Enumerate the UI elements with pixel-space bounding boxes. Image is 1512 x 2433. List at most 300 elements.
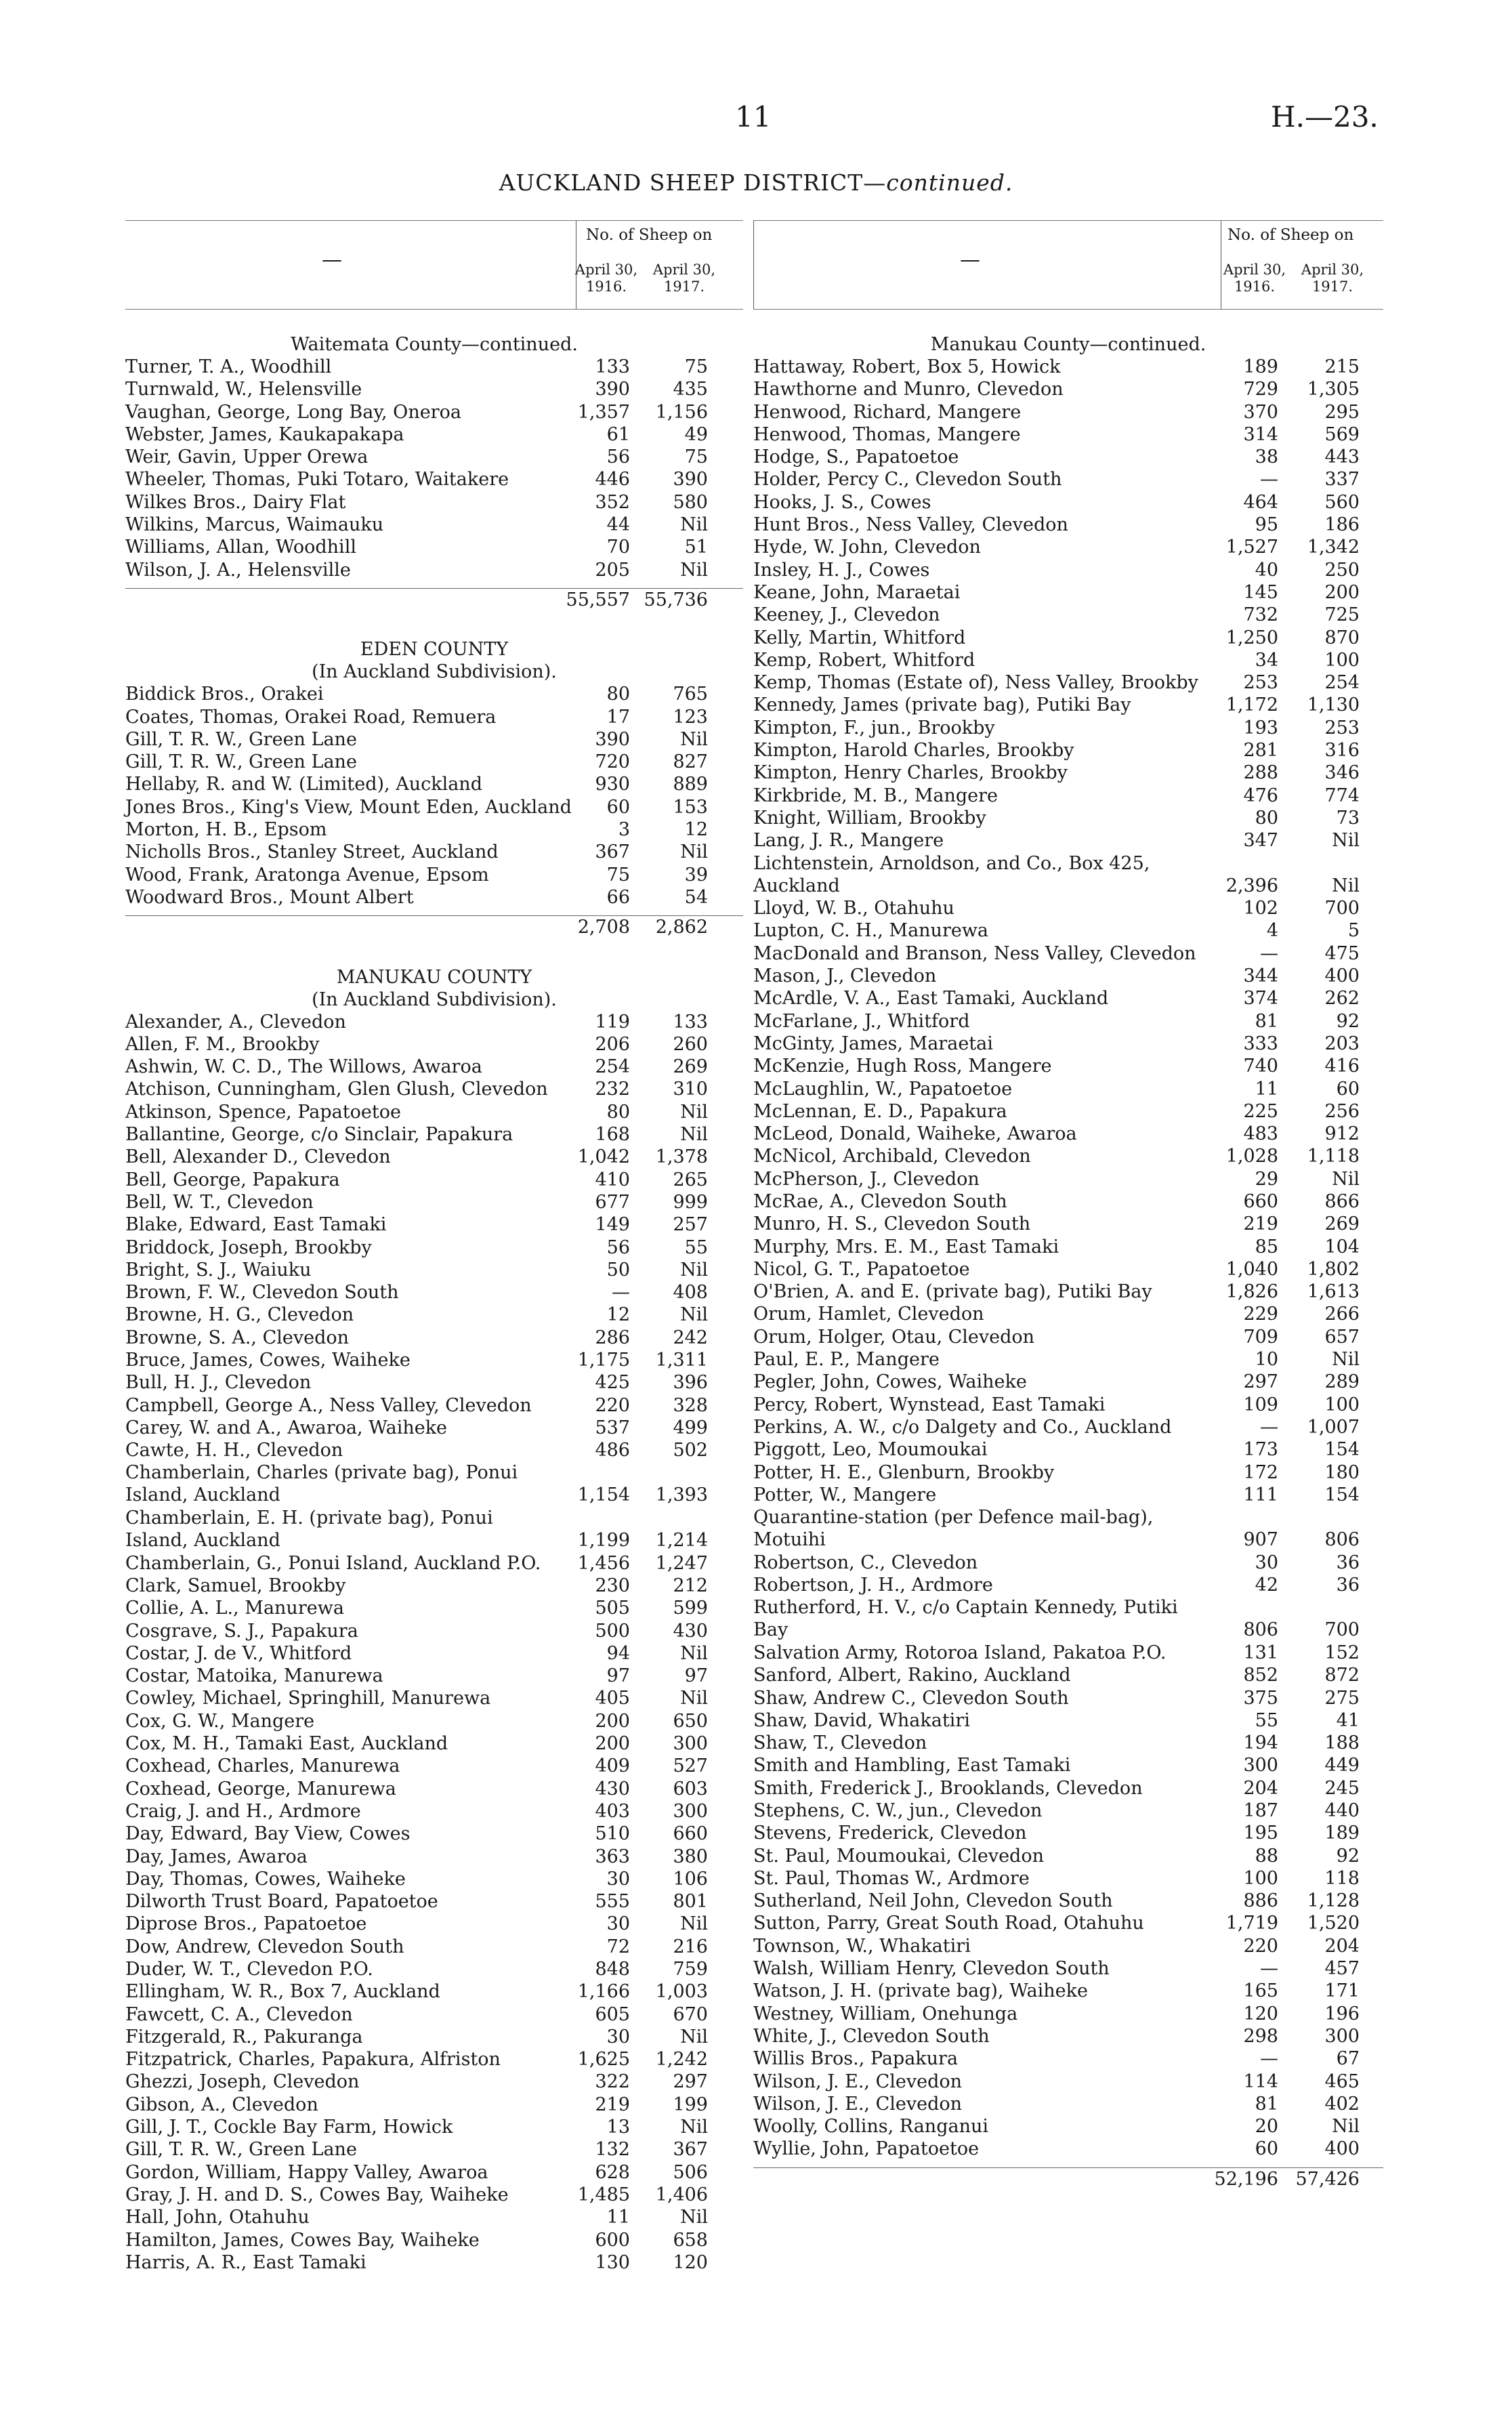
holder-name: Wilkes Bros., Dairy Flat xyxy=(125,491,346,513)
table-row xyxy=(125,559,743,581)
table-row xyxy=(125,1078,743,1100)
sheep-1916: 425 xyxy=(595,1372,630,1394)
sheep-1916: — xyxy=(1260,2048,1278,2070)
holder-name: Briddock, Joseph, Brookby xyxy=(125,1236,372,1258)
sheep-1916: 297 xyxy=(1243,1371,1278,1393)
holder-name: Quarantine-station (per Defence mail-bag), Motuihi xyxy=(753,1507,1154,1551)
sheep-1917: 215 xyxy=(1324,356,1360,377)
table-row xyxy=(125,423,743,446)
holder-name: Gibson, A., Clevedon xyxy=(125,2094,318,2115)
sheep-1917: Nil xyxy=(680,1304,708,1326)
holder-name: Lupton, C. H., Manurewa xyxy=(753,920,989,942)
table-row xyxy=(125,1732,743,1755)
sheep-1917: 396 xyxy=(673,1372,708,1394)
sheep-1916: 30 xyxy=(1255,1552,1278,1573)
sheep-1916: 229 xyxy=(1243,1304,1278,1325)
section-heading: MANUKAU COUNTY xyxy=(336,966,532,988)
table-row xyxy=(753,1394,1383,1416)
holder-name: Bull, H. J., Clevedon xyxy=(125,1372,312,1394)
table-row xyxy=(753,1732,1383,1754)
section-heading: Manukau County—continued. xyxy=(930,334,1206,355)
sheep-1917: 133 xyxy=(673,1011,708,1033)
sheep-1917: Nil xyxy=(680,1642,708,1664)
sheep-1916: 375 xyxy=(1243,1687,1278,1709)
holder-name: Day, James, Awaroa xyxy=(125,1846,308,1867)
section-subheading: (In Auckland Subdivision). xyxy=(312,989,557,1010)
table-row xyxy=(753,1687,1383,1709)
sheep-1917: 54 xyxy=(684,886,708,908)
sheep-1916: — xyxy=(1260,1416,1278,1438)
sheep-1917: 266 xyxy=(1324,1304,1360,1325)
sheep-1916: 131 xyxy=(1243,1642,1278,1663)
table-row xyxy=(753,1461,1383,1484)
sheep-1917: 765 xyxy=(673,684,708,705)
holder-name: Harris, A. R., East Tamaki xyxy=(125,2251,366,2273)
holder-name: Ghezzi, Joseph, Clevedon xyxy=(125,2071,360,2093)
table-row xyxy=(753,1123,1383,1145)
table-row xyxy=(753,1754,1383,1776)
holder-name: Wilkins, Marcus, Waimauku xyxy=(125,514,384,536)
sheep-1916: 20 xyxy=(1255,2116,1278,2138)
table-row xyxy=(753,807,1383,829)
table-row xyxy=(125,2206,743,2228)
table-row xyxy=(753,1980,1383,2002)
sheep-1917: 265 xyxy=(673,1169,708,1190)
sheep-1917: 1,311 xyxy=(655,1349,708,1371)
sheep-1916: 114 xyxy=(1243,2071,1278,2092)
sheep-1916: 60 xyxy=(606,796,630,818)
holder-name: Holder, Percy C., Clevedon South xyxy=(753,469,1062,491)
holder-name: Chamberlain, E. H. (private bag), Ponui Island, Auckland xyxy=(125,1507,493,1552)
table-row xyxy=(753,1574,1383,1596)
page-number: 11 xyxy=(735,100,772,133)
table-row xyxy=(125,1913,743,1935)
sheep-1917: 725 xyxy=(1324,604,1360,626)
sheep-1916: 61 xyxy=(606,423,630,445)
sheep-1916: 80 xyxy=(606,1101,630,1123)
sheep-1916: 1,826 xyxy=(1225,1281,1278,1303)
sheep-1916: 165 xyxy=(1243,1980,1278,2002)
sheep-1917: 872 xyxy=(1324,1665,1360,1686)
sheep-1917: 806 xyxy=(1324,1529,1360,1551)
holder-name: Diprose Bros., Papatoetoe xyxy=(125,1913,367,1935)
table-row xyxy=(125,1846,743,1868)
sheep-1917: 250 xyxy=(1324,559,1360,581)
holder-name: Murphy, Mrs. E. M., East Tamaki xyxy=(753,1236,1059,1257)
holder-name: Wilson, J. E., Clevedon xyxy=(753,2071,962,2092)
sheep-1916: 200 xyxy=(595,1733,630,1755)
table-row xyxy=(753,1010,1383,1033)
holder-name: Stephens, C. W., jun., Clevedon xyxy=(753,1800,1043,1821)
table-row xyxy=(125,1620,743,1642)
holder-name: Kelly, Martin, Whitford xyxy=(753,627,966,648)
table-row xyxy=(125,401,743,423)
table-row xyxy=(753,491,1383,514)
table-row xyxy=(125,2048,743,2071)
sheep-1916: 75 xyxy=(606,864,630,886)
sheep-1917: 12 xyxy=(684,819,708,841)
table-row xyxy=(125,1349,743,1371)
table-row xyxy=(753,2047,1383,2070)
table-row xyxy=(753,1258,1383,1281)
table-row xyxy=(753,581,1383,604)
holder-name: Ellingham, W. R., Box 7, Auckland xyxy=(125,1981,440,2003)
sheep-1916: 363 xyxy=(595,1846,630,1867)
holder-name: Keane, John, Maraetai xyxy=(753,581,961,603)
table-row xyxy=(753,1506,1383,1552)
table-row xyxy=(125,2071,743,2093)
sheep-1917: 870 xyxy=(1324,627,1360,648)
table-row xyxy=(125,1123,743,1146)
sheep-1917: 180 xyxy=(1324,1461,1360,1483)
table-row xyxy=(125,1710,743,1732)
holder-name: Willis Bros., Papakura xyxy=(753,2048,959,2070)
table-row xyxy=(753,762,1383,784)
holder-name: Mason, J., Clevedon xyxy=(753,965,937,987)
holder-name: Insley, H. J., Cowes xyxy=(753,559,930,581)
sheep-1917: 118 xyxy=(1324,1867,1360,1889)
sheep-1917: 889 xyxy=(673,774,708,795)
sheep-1916: 1,175 xyxy=(577,1349,630,1371)
sheep-1916: 38 xyxy=(1255,446,1278,468)
holder-name: McGinty, James, Maraetai xyxy=(753,1033,993,1054)
sheep-1916: 120 xyxy=(1243,2003,1278,2024)
sheep-1917: 999 xyxy=(673,1191,708,1213)
sheep-1917: 245 xyxy=(1324,1777,1360,1799)
sheep-1916: 145 xyxy=(1243,581,1278,603)
sheep-1917: 527 xyxy=(673,1755,708,1777)
holder-name: Coates, Thomas, Orakei Road, Remuera xyxy=(125,706,497,728)
sheep-1917: 1,214 xyxy=(655,1530,708,1552)
table-row xyxy=(753,1281,1383,1303)
holder-name: Hellaby, R. and W. (Limited), Auckland xyxy=(125,774,482,795)
table-row xyxy=(753,401,1383,423)
table-row xyxy=(753,2115,1383,2138)
table-row xyxy=(125,1304,743,1326)
table-row xyxy=(753,1190,1383,1213)
sheep-1916: 205 xyxy=(595,559,630,581)
sheep-1917: 346 xyxy=(1324,762,1360,784)
table-row xyxy=(125,491,743,514)
sheep-1916: 1,485 xyxy=(577,2184,630,2205)
sheep-1917: Nil xyxy=(680,728,708,750)
sheep-1916: 1,527 xyxy=(1225,537,1278,558)
holder-name: Sanford, Albert, Rakino, Auckland xyxy=(753,1665,1071,1686)
sheep-1916: 132 xyxy=(595,2139,630,2161)
holder-name: Kirkbride, M. B., Mangere xyxy=(753,785,999,806)
header-number-of-sheep: No. of Sheep on xyxy=(586,226,713,244)
sheep-1916: 314 xyxy=(1243,423,1278,445)
sheep-1917: 199 xyxy=(673,2094,708,2115)
holder-name: Weir, Gavin, Upper Orewa xyxy=(125,446,369,468)
sheep-1916: 80 xyxy=(606,684,630,705)
sheep-1917: 196 xyxy=(1324,2003,1360,2024)
total-1916: 55,557 xyxy=(566,589,630,610)
holder-name: Kimpton, F., jun., Brookby xyxy=(753,717,995,739)
sheep-1916: 70 xyxy=(606,537,630,558)
table-row xyxy=(125,1033,743,1056)
sheep-1917: 430 xyxy=(673,1620,708,1642)
sheep-1916: 1,172 xyxy=(1225,694,1278,716)
holder-name: Biddick Bros., Orakei xyxy=(125,684,324,705)
sheep-1916: 253 xyxy=(1243,672,1278,694)
sheep-1917: 657 xyxy=(1324,1326,1360,1348)
sheep-1916: 476 xyxy=(1243,785,1278,806)
holder-name: Morton, H. B., Epsom xyxy=(125,819,327,841)
holder-name: Kennedy, James (private bag), Putiki Bay xyxy=(753,694,1131,716)
holder-name: Gill, T. R. W., Green Lane xyxy=(125,751,357,773)
table-row xyxy=(753,897,1383,919)
table-row xyxy=(125,1461,743,1507)
sheep-1916: 88 xyxy=(1255,1845,1278,1867)
sheep-1916: 34 xyxy=(1255,649,1278,671)
holder-name: Sutton, Parry, Great South Road, Otahuhu xyxy=(753,1913,1144,1934)
holder-name: Kimpton, Harold Charles, Brookby xyxy=(753,740,1074,762)
table-row xyxy=(753,627,1383,649)
holder-name: Salvation Army, Rotoroa Island, Pakatoa P.O. xyxy=(753,1642,1167,1663)
sheep-1916: 44 xyxy=(606,514,630,536)
holder-name: Watson, J. H. (private bag), Waiheke xyxy=(753,1980,1088,2002)
sheep-1917: 106 xyxy=(673,1868,708,1890)
sheep-1916: 219 xyxy=(1243,1213,1278,1235)
sheep-1917: 60 xyxy=(1336,1078,1360,1100)
sheep-1916: 232 xyxy=(595,1079,630,1100)
sheep-1917: 560 xyxy=(1324,491,1360,513)
holder-name: Jones Bros., King's View, Mount Eden, Auckland xyxy=(125,796,572,818)
holder-name: Lichtenstein, Arnoldson, and Co., Box 425, Auckland xyxy=(753,852,1150,896)
sheep-1917: 154 xyxy=(1324,1439,1360,1461)
holder-name: Hooks, J. S., Cowes xyxy=(753,491,931,513)
holder-name: Fitzgerald, R., Pakuranga xyxy=(125,2026,363,2047)
sheep-1916: 17 xyxy=(606,706,630,728)
holder-name: Hattaway, Robert, Box 5, Howick xyxy=(753,356,1061,377)
holder-name: Pegler, John, Cowes, Waiheke xyxy=(753,1371,1027,1393)
section-heading: EDEN COUNTY xyxy=(360,639,509,661)
table-row xyxy=(125,683,743,705)
sheep-1917: 316 xyxy=(1324,740,1360,762)
sheep-1916: 1,456 xyxy=(577,1552,630,1574)
table-row xyxy=(753,1168,1383,1190)
holder-name: Paul, E. P., Mangere xyxy=(753,1349,940,1371)
sheep-1916: 109 xyxy=(1243,1394,1278,1415)
sheep-1916: 56 xyxy=(606,1236,630,1258)
header-dash: — xyxy=(960,248,980,272)
sheep-1916: 500 xyxy=(595,1620,630,1642)
sheep-1916: 81 xyxy=(1255,2093,1278,2115)
holder-name: Nicol, G. T., Papatoetoe xyxy=(753,1258,970,1280)
sheep-1916: 11 xyxy=(606,2207,630,2228)
table-row xyxy=(753,1800,1383,1822)
holder-name: St. Paul, Moumoukai, Clevedon xyxy=(753,1845,1044,1867)
sheep-1916: 390 xyxy=(595,728,630,750)
sheep-1917: 67 xyxy=(1336,2048,1360,2070)
sheep-1916: — xyxy=(1260,1958,1278,1980)
table-row xyxy=(125,1980,743,2003)
sheep-1917: 300 xyxy=(673,1733,708,1755)
sheep-1916: 1,250 xyxy=(1225,627,1278,648)
sheep-1917: Nil xyxy=(680,514,708,536)
sheep-1916: 322 xyxy=(595,2071,630,2093)
holder-name: Cowley, Michael, Springhill, Manurewa xyxy=(125,1688,491,1709)
holder-name: Bell, George, Papakura xyxy=(125,1169,340,1190)
holder-name: Kemp, Thomas (Estate of), Ness Valley, Brookby xyxy=(753,672,1198,694)
holder-name: Cox, M. H., Tamaki East, Auckland xyxy=(125,1733,448,1755)
holder-name: Knight, William, Brookby xyxy=(753,807,986,829)
table-row xyxy=(125,818,743,841)
sheep-1917: 402 xyxy=(1324,2093,1360,2115)
sheep-1917: 380 xyxy=(673,1846,708,1867)
table-row xyxy=(753,1213,1383,1235)
sheep-1917: 416 xyxy=(1324,1056,1360,1077)
sheep-1916: 111 xyxy=(1243,1484,1278,1505)
table-row xyxy=(125,1868,743,1890)
table-row xyxy=(125,356,743,378)
sheep-1916: 95 xyxy=(1255,514,1278,536)
page-title xyxy=(0,169,1512,196)
total-row xyxy=(125,588,743,611)
holder-name: Craig, J. and H., Ardmore xyxy=(125,1800,361,1822)
sheep-1917: 367 xyxy=(673,2139,708,2161)
holder-name: Smith and Hambling, East Tamaki xyxy=(753,1755,1071,1776)
sheep-1917: 154 xyxy=(1324,1484,1360,1505)
sheep-1917: Nil xyxy=(680,1124,708,1146)
sheep-1917: 212 xyxy=(673,1575,708,1596)
table-row xyxy=(753,965,1383,987)
right-table-header xyxy=(753,220,1383,310)
table-row xyxy=(125,1011,743,1033)
sheep-1917: 499 xyxy=(673,1417,708,1438)
sheep-1917: 670 xyxy=(673,2003,708,2025)
header-col-1917: April 30, 1917. xyxy=(652,262,716,295)
sheep-1917: Nil xyxy=(680,2117,708,2138)
sheep-1916: 194 xyxy=(1243,1732,1278,1754)
sheep-1916: 806 xyxy=(1243,1619,1278,1641)
sheep-1917: 1,802 xyxy=(1307,1258,1360,1280)
sheep-1916: 720 xyxy=(595,751,630,773)
holder-name: Coxhead, Charles, Manurewa xyxy=(125,1755,400,1777)
sheep-1916: 281 xyxy=(1243,740,1278,762)
holder-name: McKenzie, Hugh Ross, Mangere xyxy=(753,1056,1052,1077)
holder-name: O'Brien, A. and E. (private bag), Putiki Bay xyxy=(753,1281,1152,1303)
sheep-1917: 1,305 xyxy=(1307,379,1360,400)
table-row xyxy=(753,919,1383,942)
header-col-1916: April 30, 1916. xyxy=(574,262,638,295)
holder-name: McPherson, J., Clevedon xyxy=(753,1168,980,1190)
table-row xyxy=(753,1055,1383,1077)
table-row xyxy=(753,1867,1383,1890)
holder-name: Atchison, Cunningham, Glen Glush, Clevedon xyxy=(125,1079,548,1100)
section-subheading: (In Auckland Subdivision). xyxy=(312,661,557,683)
holder-name: Potter, H. E., Glenburn, Brookby xyxy=(753,1461,1055,1483)
table-row xyxy=(125,1552,743,1575)
sheep-1917: 41 xyxy=(1336,1709,1360,1731)
sheep-1917: 660 xyxy=(673,1823,708,1845)
table-row xyxy=(753,671,1383,694)
table-row xyxy=(753,1484,1383,1506)
holder-name: Webster, James, Kaukapakapa xyxy=(125,423,404,445)
holder-name: Gill, J. T., Cockle Bay Farm, Howick xyxy=(125,2117,453,2138)
holder-name: Blake, Edward, East Tamaki xyxy=(125,1214,387,1236)
sheep-1917: Nil xyxy=(1332,830,1360,852)
sheep-1916: 4 xyxy=(1266,920,1278,942)
holder-name: Hamilton, James, Cowes Bay, Waiheke xyxy=(125,2229,480,2251)
sheep-1917: 658 xyxy=(673,2229,708,2251)
sheep-1916: 1,719 xyxy=(1225,1913,1278,1934)
sheep-1916: 254 xyxy=(595,1056,630,1078)
sheep-1917: 400 xyxy=(1324,2138,1360,2160)
sheep-1917: 289 xyxy=(1324,1371,1360,1393)
holder-name: Dow, Andrew, Clevedon South xyxy=(125,1936,404,1957)
sheep-1916: 677 xyxy=(595,1191,630,1213)
table-row xyxy=(753,717,1383,739)
holder-name: Cosgrave, S. J., Papakura xyxy=(125,1620,358,1642)
header-col-1917: April 30, 1917. xyxy=(1301,262,1364,295)
sheep-1916: 11 xyxy=(1255,1078,1278,1100)
holder-name: Townson, W., Whakatiri xyxy=(753,1935,971,1957)
holder-name: McLennan, E. D., Papakura xyxy=(753,1100,1007,1122)
sheep-1917: 1,378 xyxy=(655,1146,708,1168)
total-row xyxy=(125,915,743,938)
sheep-1917: 827 xyxy=(673,751,708,773)
holder-name: Hawthorne and Munro, Clevedon xyxy=(753,379,1064,400)
table-row xyxy=(753,1642,1383,1664)
holder-name: Turner, T. A., Woodhill xyxy=(125,356,332,377)
holder-name: Day, Edward, Bay View, Cowes xyxy=(125,1823,411,1845)
table-row xyxy=(753,604,1383,626)
sheep-1917: Nil xyxy=(1332,1168,1360,1190)
table-row xyxy=(125,468,743,491)
table-row xyxy=(125,1958,743,1980)
holder-name: Keeney, J., Clevedon xyxy=(753,604,940,626)
table-row xyxy=(753,987,1383,1010)
sheep-1916: 370 xyxy=(1243,401,1278,423)
holder-name: Henwood, Richard, Mangere xyxy=(753,401,1022,423)
sheep-1917: 435 xyxy=(673,379,708,400)
table-row xyxy=(753,378,1383,400)
sheep-1917: 188 xyxy=(1324,1732,1360,1754)
sheep-1916: 390 xyxy=(595,379,630,400)
holder-name: Kemp, Robert, Whitford xyxy=(753,649,975,671)
sheep-1916: 732 xyxy=(1243,604,1278,626)
sheep-1917: 216 xyxy=(673,1936,708,1957)
sheep-1916: 628 xyxy=(595,2161,630,2183)
header-dash: — xyxy=(322,248,342,272)
sheep-1916: 42 xyxy=(1255,1575,1278,1596)
sheep-1916: 555 xyxy=(595,1891,630,1913)
table-row xyxy=(125,796,743,818)
sheep-1916: 1,028 xyxy=(1225,1146,1278,1167)
holder-name: Munro, H. S., Clevedon South xyxy=(753,1213,1031,1235)
holder-name: Shaw, Andrew C., Clevedon South xyxy=(753,1687,1069,1709)
sheep-1917: 260 xyxy=(673,1033,708,1055)
sheep-1916: 333 xyxy=(1243,1033,1278,1054)
table-row xyxy=(125,1259,743,1281)
holder-name: Woodward Bros., Mount Albert xyxy=(125,886,414,908)
table-row xyxy=(753,942,1383,965)
left-column xyxy=(125,220,743,2274)
holder-name: Carey, W. and A., Awaroa, Waiheke xyxy=(125,1417,448,1438)
table-row xyxy=(753,2003,1383,2025)
holder-name: Shaw, T., Clevedon xyxy=(753,1732,927,1754)
holder-name: Orum, Holger, Otau, Clevedon xyxy=(753,1326,1035,1348)
sheep-1916: 446 xyxy=(595,469,630,491)
table-row xyxy=(125,1146,743,1168)
sheep-1917: 328 xyxy=(673,1394,708,1416)
right-rows xyxy=(753,310,1383,2190)
holder-name: McLaughlin, W., Papatoetoe xyxy=(753,1078,1013,1100)
table-row xyxy=(753,1822,1383,1844)
sheep-1917: 866 xyxy=(1324,1190,1360,1212)
